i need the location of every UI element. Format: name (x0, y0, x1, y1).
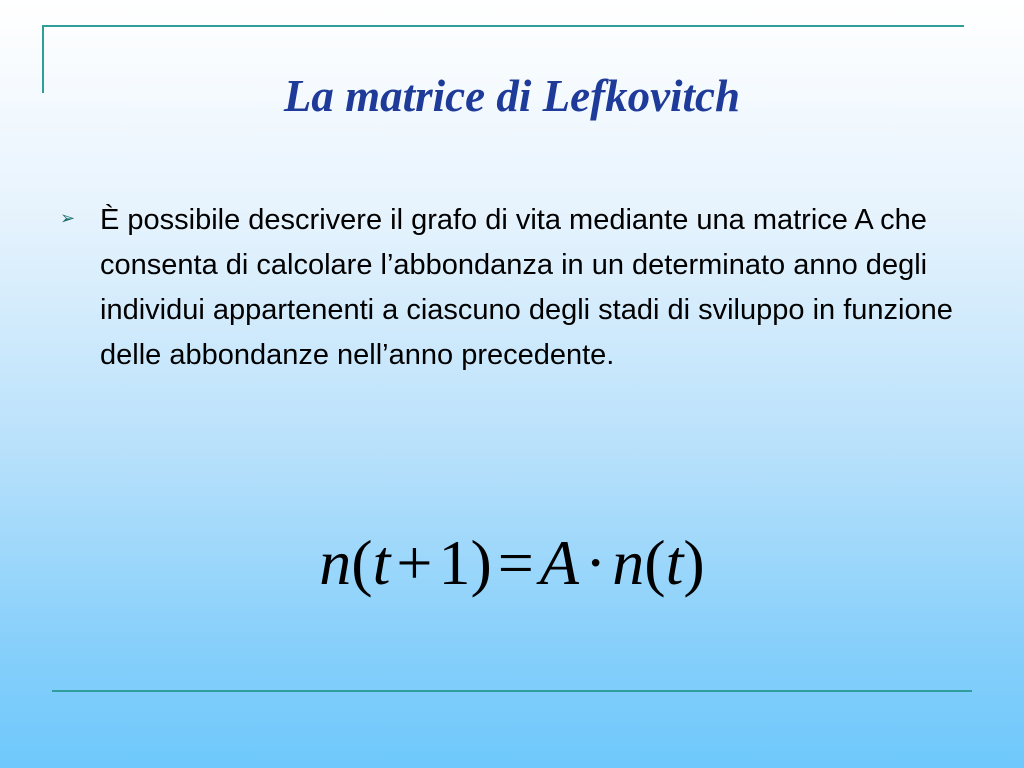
equation-t1: t (372, 527, 391, 598)
equation-A: A (539, 527, 579, 598)
equation-plus: + (396, 527, 433, 598)
equation (0, 526, 1024, 600)
equation-lparen2: ( (644, 527, 666, 598)
equation-n1: n (319, 527, 352, 598)
slide-title: La matrice di Lefkovitch (283, 71, 741, 121)
arrow-bullet-icon: ➢ (60, 208, 76, 228)
frame-top-line (42, 25, 964, 27)
bullet-text: È possibile descrivere il grafo di vita mediante una matrice A che consenta di calcolare l’abbondanza in un determinato anno degli individui appartenenti a ciascuno degli stadi di sviluppo in funzione delle abbondanze nell’anno precedente. (100, 204, 953, 371)
equation-one: 1 (438, 527, 471, 598)
frame-bottom-line (52, 690, 972, 692)
equation-dot: · (584, 527, 607, 598)
equation-n2: n (612, 527, 645, 598)
equation-t2: t (665, 527, 684, 598)
equation-lparen1: ( (351, 527, 373, 598)
equation-rparen1: ) (470, 527, 492, 598)
equation-equals: = (497, 527, 534, 598)
equation-rparen2: ) (683, 527, 705, 598)
